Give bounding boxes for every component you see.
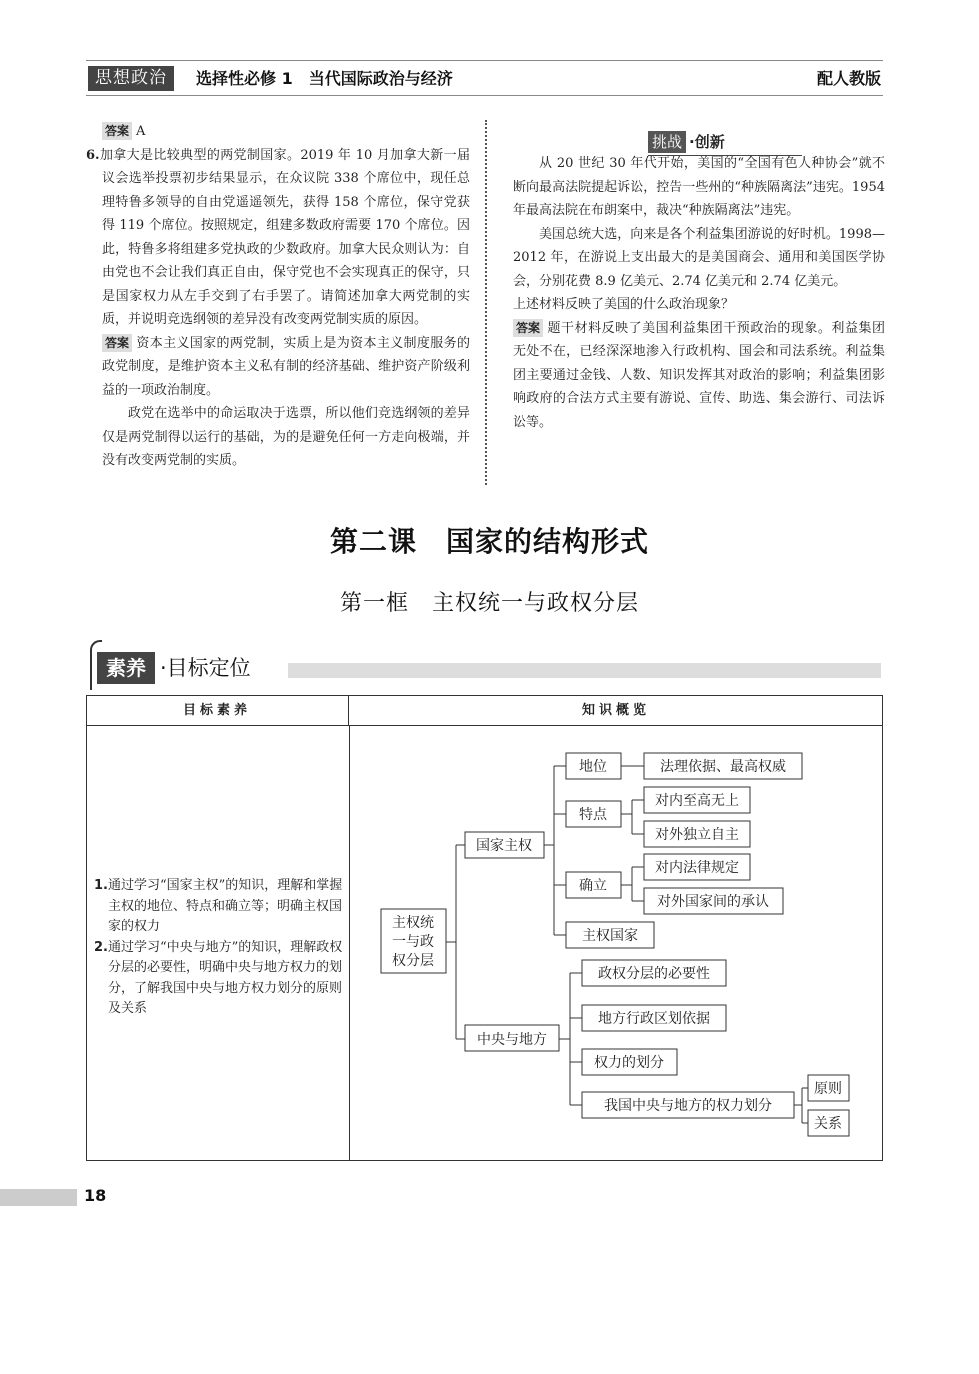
map-root-line-2: 一与政: [392, 934, 434, 950]
goal-text: 通过学习“国家主权”的知识，理解和掌握主权的地位、特点和确立等；明确主权国家的权力: [107, 878, 343, 934]
map-node-necessity: 政权分层的必要性: [598, 966, 710, 982]
left-column: [86, 120, 470, 473]
answer-tag: 答案: [102, 334, 132, 352]
map-node-status-detail: 法理依据、最高权威: [660, 759, 786, 775]
answer-6-paragraph-2: 政党在选举中的命运取决于选票，所以他们竞选纲领的差异仅是两党制得以运行的基础，为的是避免任何一方走向极端，并没有改变两党制的实质。: [102, 406, 470, 468]
goal-number: 2.: [94, 939, 108, 955]
challenge-tag: 挑战: [648, 131, 686, 153]
map-node-status: 地位: [579, 759, 607, 775]
table-header-goals: 目标素养: [86, 695, 349, 726]
goals-list: [94, 876, 346, 1020]
challenge-answer: [513, 317, 885, 435]
map-node-relation: 关系: [814, 1116, 842, 1132]
lesson-title: 第二课 国家的结构形式: [329, 525, 649, 558]
answer-value: A: [136, 124, 146, 139]
map-node-power-division: 权力的划分: [594, 1055, 664, 1071]
column-divider: [485, 120, 487, 485]
answer-text: 题干材料反映了美国利益集团干预政治的现象。利益集团无处不在，已经深深地渗入行政机构、国会和司法系统。利益集团主要通过金钱、人数、知识发挥其对政治的影响；利益集团影响政府的合法方式主要有游说、宣传、助选、集会游行、司法诉讼等。: [513, 320, 885, 430]
footer-bar: [0, 1189, 77, 1206]
answer-6: [86, 332, 470, 403]
challenge-label: ·创新: [689, 133, 725, 151]
map-node-establish: 确立: [579, 878, 607, 894]
material-paragraph-1: 从 20 世纪 30 年代开始，美国的“全国有色人种协会”就不断向最高法院提起诉讼，控告一些州的“种族隔离法”违宪。1954 年最高法院在布朗案中，裁决“种族隔离法”违宪。: [513, 156, 885, 218]
question-text: 加拿大是比较典型的两党制国家。2019 年 10 月加拿大新一届议会选举投票初步结果显示，在众议院 338 个席位中，现任总理特鲁多领导的自由党遥遥领先，获得 158 个席位，保守党获得 119 个席位。按照规定，组建多数政府需要 170 个席位。因此，特鲁多将组建多党执政的少数政府。加拿大民众则认为：自由党也不会让我们真正自由，保守党也不会实现真正的保守，只是国家权力从左手交到了右手罢了。请简述加拿大两党制的实质，并说明竞选纲领的差异没有改变两党制实质的原因。: [99, 147, 470, 327]
map-node-establish-b: 对外国家间的承认: [657, 894, 769, 910]
knowledge-mindmap: [350, 727, 882, 1160]
map-node-sovereign-state: 主权国家: [582, 928, 638, 944]
goal-item: [94, 938, 346, 1020]
map-node-establish-a: 对内法律规定: [655, 860, 739, 876]
right-column: [513, 152, 885, 434]
goal-number: 1.: [94, 878, 108, 893]
map-root-line-1: 主权统: [392, 915, 434, 931]
goal-item: [94, 876, 346, 938]
header-rule-bottom: [86, 95, 883, 96]
question-6: [86, 144, 470, 332]
answer-5: [86, 120, 470, 144]
edition-label: 配人教版: [816, 69, 881, 88]
page-number: 18: [84, 1186, 107, 1205]
map-node-china-division: 我国中央与地方的权力划分: [604, 1098, 772, 1114]
literacy-tag: 素养: [97, 652, 155, 684]
map-node-features-a: 对内至高无上: [655, 793, 739, 809]
header-rule-top: [86, 60, 883, 61]
question-number: 6.: [86, 147, 100, 163]
literacy-label: ·目标定位: [160, 656, 251, 680]
answer-tag: 答案: [513, 319, 543, 337]
book-title: 选择性必修 1 当代国际政治与经济: [196, 69, 453, 88]
map-node-features: 特点: [579, 807, 607, 823]
mindmap-boxes: [381, 753, 849, 1136]
table-header-overview: 知识概览: [349, 695, 883, 726]
answer-tag: 答案: [102, 122, 132, 140]
map-node-principle: 原则: [814, 1081, 842, 1097]
map-branch-sovereignty: 国家主权: [476, 838, 532, 854]
goal-text: 通过学习“中央与地方”的知识，理解政权分层的必要性，明确中央与地方权力的划分，了解我国中央与地方权力划分的原则及关系: [107, 939, 343, 1016]
material-paragraph-2: 美国总统大选，向来是各个利益集团游说的好时机。1998—2012 年，在游说上支出最大的是美国商会、通用和美国医学协会，分别花费 8.9 亿美元、2.74 亿美元和 2.74 亿美元。: [513, 226, 885, 289]
map-node-features-b: 对外独立自主: [655, 827, 739, 843]
subject-tag: 思想政治: [88, 66, 174, 91]
map-branch-central-local: 中央与地方: [477, 1032, 547, 1048]
section-bar: [288, 663, 881, 678]
answer-text: 资本主义国家的两党制，实质上是为资本主义制度服务的政党制度，是维护资本主义私有制的经济基础、维护资产阶级利益的一项政治制度。: [102, 335, 470, 398]
frame-title: 第一框 主权统一与政权分层: [339, 591, 639, 616]
map-node-division-basis: 地方行政区划依据: [598, 1011, 710, 1027]
challenge-question: 上述材料反映了美国的什么政治现象？: [513, 297, 735, 312]
map-root-line-3: 权分层: [392, 953, 434, 969]
